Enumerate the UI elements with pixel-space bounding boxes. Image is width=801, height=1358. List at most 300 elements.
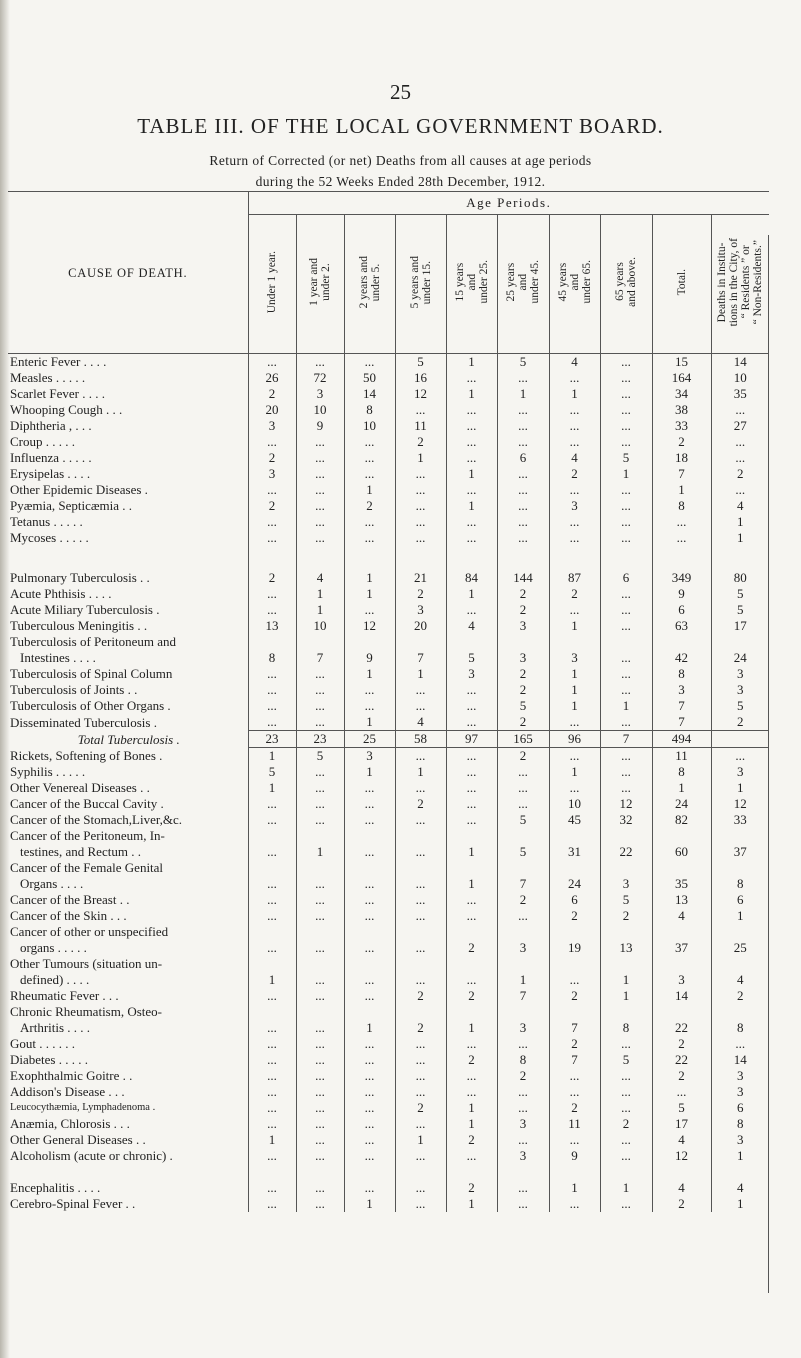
value-cell: ... [446, 434, 497, 450]
value-cell: 5 [248, 764, 296, 780]
value-cell: 5 [600, 1052, 652, 1068]
value-cell: ... [446, 514, 497, 530]
value-cell: 7 [600, 731, 652, 748]
column-header-label: 25 years and under 45. [505, 260, 541, 304]
value-cell: ... [497, 370, 549, 386]
value-cell: 3 [497, 1116, 549, 1132]
value-cell: ... [446, 450, 497, 466]
table-row [8, 666, 769, 682]
table-row [8, 714, 769, 731]
value-cell: 3 [711, 1132, 769, 1148]
value-cell: 60 [652, 828, 711, 860]
value-cell: ... [248, 666, 296, 682]
value-cell: 4 [549, 354, 600, 371]
value-cell: ... [395, 780, 446, 796]
table-row [8, 482, 769, 498]
value-cell: 2 [248, 570, 296, 586]
value-cell: ... [248, 482, 296, 498]
value-cell: ... [296, 780, 344, 796]
cause-name-line-1: Tuberculosis of Peritoneum and [10, 634, 176, 649]
value-cell: 13 [600, 924, 652, 956]
value-cell: ... [248, 1036, 296, 1052]
value-cell: 5 [446, 634, 497, 666]
value-cell: 27 [711, 418, 769, 434]
value-cell: 3 [497, 618, 549, 634]
value-cell: ... [497, 482, 549, 498]
value-cell: 6 [549, 892, 600, 908]
value-cell: 3 [711, 666, 769, 682]
cause-name: Cancer of the Breast . . [10, 892, 130, 907]
table-row [8, 860, 769, 892]
table-row [8, 418, 769, 434]
value-cell: ... [395, 1196, 446, 1212]
value-cell: 14 [711, 354, 769, 371]
value-cell: 82 [652, 812, 711, 828]
table-row [8, 434, 769, 450]
value-cell: 20 [248, 402, 296, 418]
table-row [8, 514, 769, 530]
value-cell: 3 [497, 1004, 549, 1036]
value-cell: 2 [549, 466, 600, 482]
value-cell: ... [248, 434, 296, 450]
value-cell: ... [497, 1100, 549, 1116]
value-cell: 5 [711, 586, 769, 602]
cause-name: Exophthalmic Goitre . . [10, 1068, 133, 1083]
value-cell: ... [446, 418, 497, 434]
value-cell: 1 [248, 1132, 296, 1148]
value-cell: ... [296, 860, 344, 892]
value-cell: ... [248, 698, 296, 714]
value-cell: 22 [652, 1052, 711, 1068]
cause-cell [8, 514, 248, 530]
value-cell: ... [248, 354, 296, 371]
column-header [497, 215, 549, 354]
value-cell: 2 [600, 908, 652, 924]
cause-name: Croup . . . . . [10, 434, 75, 449]
value-cell: ... [600, 1132, 652, 1148]
cause-cell [8, 482, 248, 498]
value-cell: 7 [549, 1004, 600, 1036]
value-cell: ... [549, 530, 600, 546]
value-cell: ... [600, 666, 652, 682]
value-cell: ... [600, 1196, 652, 1212]
value-cell: 13 [248, 618, 296, 634]
value-cell: ... [600, 602, 652, 618]
value-cell: 12 [711, 796, 769, 812]
value-cell: 1 [711, 530, 769, 546]
cause-cell [8, 1052, 248, 1068]
value-cell: 10 [344, 418, 395, 434]
cause-cell [8, 748, 248, 765]
value-cell: 1 [600, 988, 652, 1004]
cause-name: Cancer of the Buccal Cavity . [10, 796, 164, 811]
value-cell: ... [446, 714, 497, 731]
value-cell: ... [395, 1180, 446, 1196]
value-cell: 1 [344, 570, 395, 586]
value-cell: 1 [344, 764, 395, 780]
table-row [8, 1180, 769, 1196]
value-cell: ... [344, 1100, 395, 1116]
value-cell: 3 [549, 634, 600, 666]
value-cell: ... [248, 812, 296, 828]
value-cell: ... [344, 602, 395, 618]
cause-cell [8, 418, 248, 434]
table-row [8, 618, 769, 634]
table-row [8, 602, 769, 618]
cause-cell [8, 892, 248, 908]
value-cell: 4 [711, 1180, 769, 1196]
value-cell: ... [296, 1036, 344, 1052]
column-header [446, 215, 497, 354]
table-row [8, 780, 769, 796]
table-row [8, 956, 769, 988]
value-cell: ... [549, 418, 600, 434]
value-cell: ... [395, 682, 446, 698]
cause-name: Gout . . . . . . [10, 1036, 75, 1051]
value-cell: ... [497, 466, 549, 482]
value-cell: ... [446, 402, 497, 418]
value-cell: 96 [549, 731, 600, 748]
column-header [652, 215, 711, 354]
value-cell: ... [248, 796, 296, 812]
cause-name-line-2: Arthritis . . . . [20, 1020, 91, 1035]
value-cell: 144 [497, 570, 549, 586]
value-cell: ... [497, 796, 549, 812]
cause-name: Influenza . . . . . [10, 450, 92, 465]
value-cell: ... [296, 1132, 344, 1148]
value-cell: ... [497, 434, 549, 450]
value-cell: 1 [446, 386, 497, 402]
value-cell: ... [446, 530, 497, 546]
value-cell: ... [652, 1084, 711, 1100]
value-cell: 1 [344, 714, 395, 731]
value-cell: 1 [549, 386, 600, 402]
value-cell: 4 [446, 618, 497, 634]
value-cell: ... [600, 682, 652, 698]
value-cell: ... [296, 498, 344, 514]
value-cell: 5 [497, 698, 549, 714]
table-subtitle [0, 150, 801, 192]
value-cell: ... [395, 1148, 446, 1164]
value-cell: 1 [711, 1196, 769, 1212]
table-row [8, 586, 769, 602]
value-cell: 84 [446, 570, 497, 586]
value-cell: ... [296, 764, 344, 780]
value-cell: ... [446, 908, 497, 924]
value-cell: ... [344, 514, 395, 530]
value-cell: ... [549, 434, 600, 450]
value-cell: 1 [711, 908, 769, 924]
value-cell: 5 [497, 812, 549, 828]
cause-cell [8, 828, 248, 860]
cause-name-line-1: Cancer of the Female Genital [10, 860, 164, 875]
value-cell: 10 [296, 618, 344, 634]
table-row [8, 764, 769, 780]
value-cell: 2 [497, 682, 549, 698]
value-cell: ... [446, 370, 497, 386]
value-cell: 2 [446, 1180, 497, 1196]
value-cell: 1 [446, 354, 497, 371]
value-cell: ... [248, 714, 296, 731]
value-cell: 12 [600, 796, 652, 812]
value-cell: 2 [446, 988, 497, 1004]
value-cell: ... [600, 634, 652, 666]
value-cell: ... [395, 482, 446, 498]
value-cell: ... [600, 482, 652, 498]
table-row [8, 1148, 769, 1164]
value-cell: 3 [497, 924, 549, 956]
value-cell: ... [248, 908, 296, 924]
value-cell: 13 [652, 892, 711, 908]
cause-cell [8, 731, 248, 748]
value-cell: 97 [446, 731, 497, 748]
value-cell: ... [248, 530, 296, 546]
value-cell: ... [549, 370, 600, 386]
value-cell: 6 [497, 450, 549, 466]
cause-cell [8, 682, 248, 698]
value-cell: 1 [446, 860, 497, 892]
cause-cell [8, 988, 248, 1004]
value-cell: ... [549, 1132, 600, 1148]
value-cell: ... [344, 988, 395, 1004]
cause-name: Tuberculosis of Other Organs . [10, 698, 171, 713]
table-row [8, 1068, 769, 1084]
cause-cell [8, 956, 248, 988]
column-header [296, 215, 344, 354]
value-cell: 2 [549, 1036, 600, 1052]
value-cell: ... [248, 1100, 296, 1116]
value-cell: 9 [549, 1148, 600, 1164]
value-cell: 3 [344, 748, 395, 765]
cause-name: Anæmia, Chlorosis . . . [10, 1116, 130, 1131]
page-number: 25 [390, 80, 411, 104]
cause-name: Pyæmia, Septicæmia . . [10, 498, 133, 513]
subtitle-line-1: Return of Corrected (or net) Deaths from all causes at age periods [209, 153, 592, 168]
value-cell: 5 [395, 354, 446, 371]
value-cell: 1 [600, 698, 652, 714]
value-cell: 25 [344, 731, 395, 748]
value-cell: ... [497, 780, 549, 796]
value-cell: ... [711, 482, 769, 498]
value-cell: ... [344, 1132, 395, 1148]
value-cell: 11 [549, 1116, 600, 1132]
value-cell: ... [497, 498, 549, 514]
cause-cell [8, 1100, 248, 1116]
value-cell: 1 [395, 764, 446, 780]
value-cell: 33 [652, 418, 711, 434]
value-cell: 5 [711, 602, 769, 618]
value-cell: 1 [549, 1180, 600, 1196]
cause-name-line-2: Intestines . . . . [20, 650, 96, 665]
cause-name: Tuberculosis of Joints . . [10, 682, 138, 697]
value-cell: ... [600, 586, 652, 602]
cause-cell [8, 466, 248, 482]
value-cell: 8 [711, 1116, 769, 1132]
cause-cell [8, 780, 248, 796]
value-cell: 2 [248, 498, 296, 514]
value-cell: ... [600, 530, 652, 546]
value-cell: 494 [652, 731, 711, 748]
value-cell: ... [248, 1052, 296, 1068]
value-cell: 3 [248, 466, 296, 482]
value-cell: 2 [652, 1196, 711, 1212]
table-row [8, 1196, 769, 1212]
value-cell: 32 [600, 812, 652, 828]
value-cell: ... [344, 1148, 395, 1164]
cause-cell [8, 586, 248, 602]
value-cell: 14 [711, 1052, 769, 1068]
spacer-row [8, 546, 769, 570]
value-cell: 1 [600, 956, 652, 988]
value-cell: ... [600, 1100, 652, 1116]
value-cell: 45 [549, 812, 600, 828]
cause-cell [8, 434, 248, 450]
value-cell: 42 [652, 634, 711, 666]
value-cell: 5 [296, 748, 344, 765]
table-row [8, 988, 769, 1004]
value-cell: ... [600, 780, 652, 796]
value-cell: ... [296, 1052, 344, 1068]
value-cell: 8 [652, 498, 711, 514]
value-cell: ... [296, 1068, 344, 1084]
value-cell: 38 [652, 402, 711, 418]
value-cell: 1 [446, 1116, 497, 1132]
table-row [8, 828, 769, 860]
subtitle-line-2: during the 52 Weeks Ended 28th December, 1912. [255, 174, 546, 189]
value-cell: ... [446, 602, 497, 618]
column-header-label: 15 years and under 25. [453, 260, 490, 304]
table-row [8, 892, 769, 908]
value-cell: ... [296, 466, 344, 482]
value-cell: ... [446, 1084, 497, 1100]
value-cell: 14 [344, 386, 395, 402]
value-cell: 1 [296, 586, 344, 602]
value-cell: 8 [497, 1052, 549, 1068]
value-cell: 2 [497, 1068, 549, 1084]
value-cell: 2 [497, 586, 549, 602]
value-cell: 1 [652, 780, 711, 796]
cause-name: Leucocythæmia, Lymphadenoma . [10, 1102, 156, 1113]
value-cell: ... [600, 402, 652, 418]
cause-name: Other General Diseases . . [10, 1132, 146, 1147]
value-cell: 2 [549, 586, 600, 602]
table-row [8, 1132, 769, 1148]
cause-name: Whooping Cough . . . [10, 402, 123, 417]
cause-name: Acute Miliary Tuberculosis . [10, 602, 160, 617]
value-cell: 24 [549, 860, 600, 892]
value-cell: 25 [711, 924, 769, 956]
value-cell: 2 [497, 666, 549, 682]
value-cell: ... [395, 698, 446, 714]
value-cell: ... [296, 666, 344, 682]
value-cell: ... [600, 748, 652, 765]
value-cell: 4 [711, 956, 769, 988]
table-row [8, 908, 769, 924]
value-cell: 2 [395, 434, 446, 450]
cause-cell [8, 812, 248, 828]
value-cell: ... [296, 988, 344, 1004]
cause-cell [8, 1132, 248, 1148]
value-cell: 3 [296, 386, 344, 402]
value-cell: ... [600, 370, 652, 386]
column-header [549, 215, 600, 354]
cause-cell [8, 1148, 248, 1164]
value-cell: ... [549, 1068, 600, 1084]
table-row [8, 1116, 769, 1132]
value-cell: ... [296, 482, 344, 498]
value-cell: 2 [652, 434, 711, 450]
value-cell: ... [600, 714, 652, 731]
value-cell: ... [248, 602, 296, 618]
value-cell: ... [248, 514, 296, 530]
value-cell: 1 [248, 748, 296, 765]
value-cell: ... [344, 1116, 395, 1132]
table-row [8, 1100, 769, 1116]
value-cell: ... [600, 1068, 652, 1084]
cause-cell [8, 796, 248, 812]
cause-name-line-2: Organs . . . . [20, 876, 84, 891]
cause-name-line-1: Chronic Rheumatism, Osteo- [10, 1004, 163, 1019]
value-cell: 5 [711, 698, 769, 714]
value-cell: 3 [652, 682, 711, 698]
value-cell: 6 [711, 1100, 769, 1116]
value-cell: ... [248, 1180, 296, 1196]
cause-name: Encephalitis . . . . [10, 1180, 101, 1195]
column-header-label: 1 year and under 2. [308, 258, 332, 306]
value-cell: 2 [395, 796, 446, 812]
value-cell: 1 [549, 764, 600, 780]
total-row [8, 731, 769, 748]
value-cell: 1 [344, 482, 395, 498]
value-cell: ... [446, 796, 497, 812]
value-cell: 17 [652, 1116, 711, 1132]
value-cell: 1 [344, 586, 395, 602]
table-row [8, 402, 769, 418]
table-row [8, 748, 769, 765]
value-cell: 7 [296, 634, 344, 666]
value-cell: 35 [652, 860, 711, 892]
value-cell: 7 [652, 698, 711, 714]
table-row [8, 1052, 769, 1068]
value-cell: ... [395, 892, 446, 908]
value-cell: ... [248, 828, 296, 860]
value-cell: ... [296, 908, 344, 924]
value-cell: 3 [711, 764, 769, 780]
value-cell: 1 [446, 1004, 497, 1036]
value-cell: 1 [549, 618, 600, 634]
cause-cell [8, 1036, 248, 1052]
cause-cell [8, 1180, 248, 1196]
value-cell: 4 [296, 570, 344, 586]
value-cell: 58 [395, 731, 446, 748]
cause-name: Alcoholism (acute or chronic) . [10, 1148, 173, 1163]
value-cell: 1 [711, 1148, 769, 1164]
cause-name: Cerebro-Spinal Fever . . [10, 1196, 136, 1211]
column-header [248, 215, 296, 354]
value-cell: 2 [549, 1100, 600, 1116]
value-cell: 1 [711, 780, 769, 796]
value-cell: 2 [711, 988, 769, 1004]
value-cell: ... [296, 1196, 344, 1212]
value-cell: 1 [497, 956, 549, 988]
value-cell: 8 [600, 1004, 652, 1036]
value-cell: ... [549, 482, 600, 498]
value-cell: ... [344, 1180, 395, 1196]
column-header-label: 5 years and under 15. [408, 255, 433, 309]
value-cell: ... [549, 1196, 600, 1212]
value-cell: 165 [497, 731, 549, 748]
value-cell: 24 [652, 796, 711, 812]
